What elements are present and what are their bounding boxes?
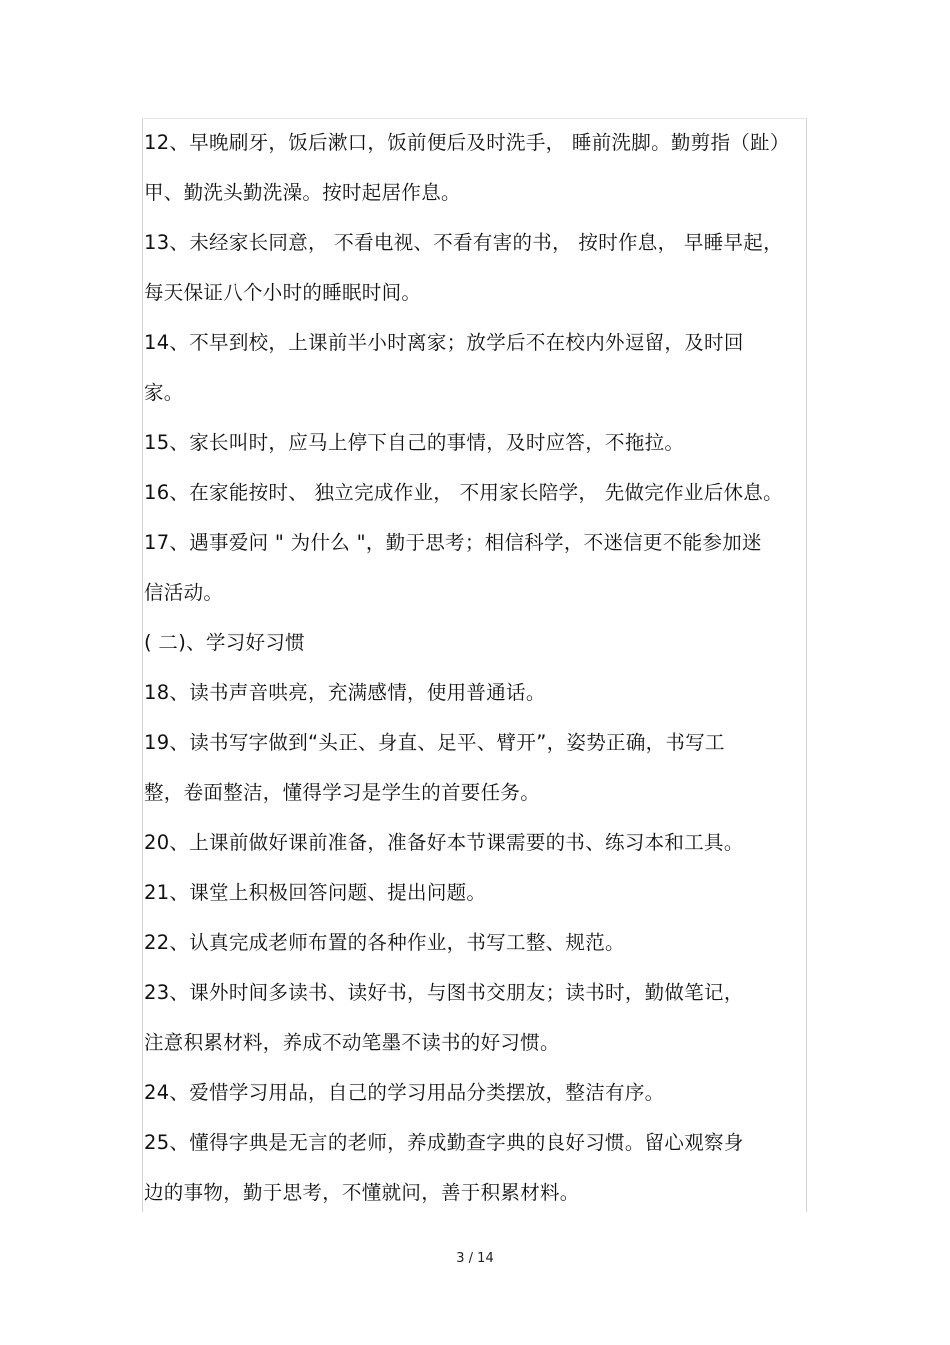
document-body — [144, 118, 824, 1218]
text-line: 每天保证八个小时的睡眠时间。 — [144, 281, 422, 304]
text-line: 20、上课前做好课前准备，准备好本节课需要的书、练习本和工具。 — [144, 831, 744, 854]
text-line: 信活动。 — [144, 581, 224, 604]
text-line: 注意积累材料，养成不动笔墨不读书的好习惯。 — [144, 1031, 560, 1054]
text-line: 21、课堂上积极回答问题、提出问题。 — [144, 881, 487, 904]
text-line: 25、懂得字典是无言的老师，养成勤查字典的良好习惯。留心观察身 — [144, 1131, 744, 1154]
text-line: 13、未经家长同意， 不看电视、不看有害的书， 按时作息， 早睡早起， — [144, 231, 783, 254]
text-line: 23、课外时间多读书、读好书，与图书交朋友；读书时，勤做笔记， — [144, 981, 744, 1004]
text-line: 14、不早到校，上课前半小时离家；放学后不在校内外逗留，及时回 — [144, 331, 744, 354]
text-line: 16、在家能按时、 独立完成作业， 不用家长陪学， 先做完作业后休息。 — [144, 481, 783, 504]
text-line: 12、早晚刷牙，饭后漱口，饭前便后及时洗手， 睡前洗脚。勤剪指（趾） — [144, 131, 790, 154]
text-line: 家。 — [144, 381, 184, 404]
text-line: 17、遇事爱问 " 为什么 "，勤于思考；相信科学，不迷信更不能参加迷 — [144, 531, 762, 554]
text-line: 边的事物，勤于思考，不懂就问，善于积累材料。 — [144, 1181, 580, 1204]
text-line: 22、认真完成老师布置的各种作业，书写工整、规范。 — [144, 931, 625, 954]
text-line: 19、读书写字做到“头正、身直、足平、臂开”，姿势正确，书写工 — [144, 731, 725, 754]
text-line: 24、爱惜学习用品，自己的学习用品分类摆放，整洁有序。 — [144, 1081, 665, 1104]
text-line: 整，卷面整洁，懂得学习是学生的首要任务。 — [144, 781, 541, 804]
text-line: 甲、勤洗头勤洗澡。按时起居作息。 — [144, 181, 461, 204]
text-line: 15、家长叫时，应马上停下自己的事情，及时应答，不拖拉。 — [144, 431, 685, 454]
section-heading: ( 二)、学习好习惯 — [144, 631, 305, 654]
page-number: 3 / 14 — [456, 1251, 494, 1266]
text-line: 18、读书声音哄亮，充满感情，使用普通话。 — [144, 681, 546, 704]
